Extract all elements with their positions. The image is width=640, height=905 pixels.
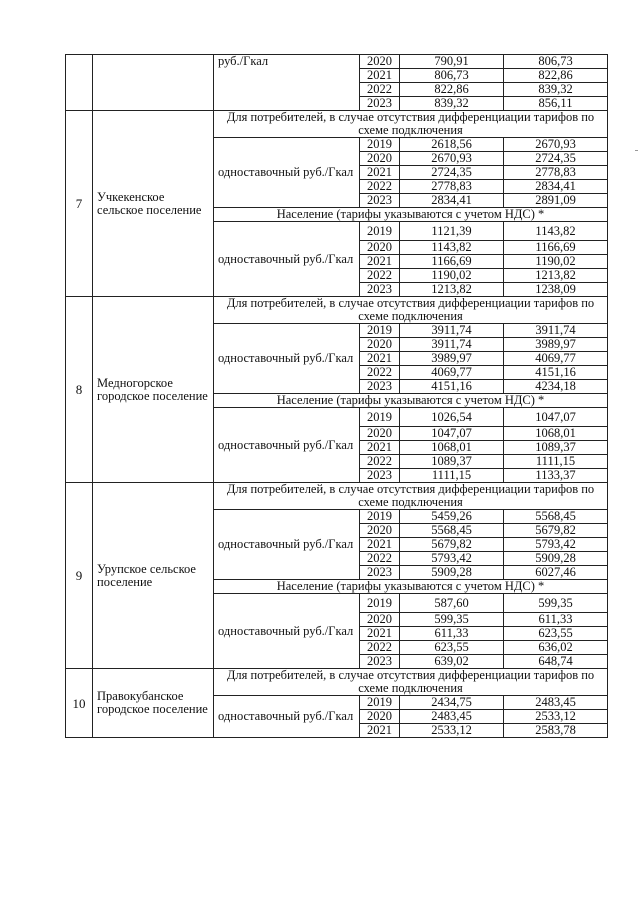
tariff-h2-cell: 806,73 bbox=[504, 55, 608, 69]
settlement-name-cell: Медногорское городское поселение bbox=[93, 297, 214, 483]
tariff-h2-cell: 1190,02 bbox=[504, 255, 608, 269]
section-header-cell: Население (тарифы указываются с учетом НДС) * bbox=[214, 394, 608, 408]
tariff-h2-cell: 1089,37 bbox=[504, 441, 608, 455]
tariff-h2-cell: 5909,28 bbox=[504, 552, 608, 566]
tariff-h1-cell: 2434,75 bbox=[400, 696, 504, 710]
tariff-h1-cell: 1068,01 bbox=[400, 441, 504, 455]
tariff-h1-cell: 2618,56 bbox=[400, 138, 504, 152]
tariff-h1-cell: 822,86 bbox=[400, 83, 504, 97]
year-cell: 2023 bbox=[360, 655, 400, 669]
year-cell: 2020 bbox=[360, 152, 400, 166]
section-header-row bbox=[66, 483, 608, 510]
tariff-h1-cell: 4069,77 bbox=[400, 366, 504, 380]
table-row bbox=[66, 55, 608, 69]
section-header-cell: Для потребителей, в случае отсутствия дифференциации тарифов по схеме подключения bbox=[214, 297, 608, 324]
year-cell: 2019 bbox=[360, 408, 400, 427]
section-header-cell: Для потребителей, в случае отсутствия дифференциации тарифов по схеме подключения bbox=[214, 669, 608, 696]
year-cell: 2020 bbox=[360, 524, 400, 538]
row-number-cell: 9 bbox=[66, 483, 93, 669]
year-cell: 2019 bbox=[360, 222, 400, 241]
settlement-name-cell: Правокубанское городское поселение bbox=[93, 669, 214, 738]
tariff-h1-cell: 1089,37 bbox=[400, 455, 504, 469]
tariff-h2-cell: 822,86 bbox=[504, 69, 608, 83]
tariff-h2-cell: 2891,09 bbox=[504, 194, 608, 208]
tariff-type-cell: одноставочный руб./Гкал bbox=[214, 408, 360, 483]
tariff-h1-cell: 3911,74 bbox=[400, 324, 504, 338]
tariff-h1-cell: 623,55 bbox=[400, 641, 504, 655]
tariff-h1-cell: 5679,82 bbox=[400, 538, 504, 552]
year-cell: 2021 bbox=[360, 166, 400, 180]
tariff-h1-cell: 790,91 bbox=[400, 55, 504, 69]
tariff-h2-cell: 5793,42 bbox=[504, 538, 608, 552]
section-header-cell: Население (тарифы указываются с учетом НДС) * bbox=[214, 208, 608, 222]
tariff-h1-cell: 5459,26 bbox=[400, 510, 504, 524]
year-cell: 2022 bbox=[360, 641, 400, 655]
year-cell: 2023 bbox=[360, 97, 400, 111]
year-cell: 2021 bbox=[360, 69, 400, 83]
tariff-h1-cell: 3911,74 bbox=[400, 338, 504, 352]
tariff-h1-cell: 5909,28 bbox=[400, 566, 504, 580]
year-cell: 2022 bbox=[360, 180, 400, 194]
tariff-h2-cell: 1213,82 bbox=[504, 269, 608, 283]
tariff-h2-cell: 1166,69 bbox=[504, 241, 608, 255]
year-cell: 2020 bbox=[360, 710, 400, 724]
tariff-type-cell: руб./Гкал bbox=[214, 55, 360, 111]
document-page bbox=[65, 54, 607, 738]
tariff-h2-cell: 2778,83 bbox=[504, 166, 608, 180]
tariff-h1-cell: 611,33 bbox=[400, 627, 504, 641]
year-cell: 2020 bbox=[360, 613, 400, 627]
year-cell: 2019 bbox=[360, 510, 400, 524]
row-number-cell: 7 bbox=[66, 111, 93, 297]
tariff-h1-cell: 4151,16 bbox=[400, 380, 504, 394]
tariff-h2-cell: 1143,82 bbox=[504, 222, 608, 241]
margin-mark bbox=[635, 150, 638, 151]
tariff-type-cell: одноставочный руб./Гкал bbox=[214, 696, 360, 738]
year-cell: 2021 bbox=[360, 538, 400, 552]
tariff-h1-cell: 2834,41 bbox=[400, 194, 504, 208]
tariff-h2-cell: 623,55 bbox=[504, 627, 608, 641]
year-cell: 2023 bbox=[360, 194, 400, 208]
tariff-h1-cell: 1166,69 bbox=[400, 255, 504, 269]
tariff-h1-cell: 2483,45 bbox=[400, 710, 504, 724]
tariff-h2-cell: 1068,01 bbox=[504, 427, 608, 441]
tariff-h2-cell: 1133,37 bbox=[504, 469, 608, 483]
year-cell: 2023 bbox=[360, 566, 400, 580]
tariff-h1-cell: 1143,82 bbox=[400, 241, 504, 255]
tariff-h1-cell: 5793,42 bbox=[400, 552, 504, 566]
year-cell: 2021 bbox=[360, 352, 400, 366]
tariff-type-cell: одноставочный руб./Гкал bbox=[214, 222, 360, 297]
year-cell: 2023 bbox=[360, 469, 400, 483]
tariff-h1-cell: 1047,07 bbox=[400, 427, 504, 441]
year-cell: 2020 bbox=[360, 338, 400, 352]
tariff-h1-cell: 639,02 bbox=[400, 655, 504, 669]
tariff-h2-cell: 5679,82 bbox=[504, 524, 608, 538]
year-cell: 2022 bbox=[360, 269, 400, 283]
section-header-row bbox=[66, 111, 608, 138]
tariff-h2-cell: 1111,15 bbox=[504, 455, 608, 469]
tariff-h2-cell: 648,74 bbox=[504, 655, 608, 669]
tariff-h2-cell: 2533,12 bbox=[504, 710, 608, 724]
settlement-name-cell bbox=[93, 55, 214, 111]
year-cell: 2019 bbox=[360, 324, 400, 338]
tariff-h1-cell: 599,35 bbox=[400, 613, 504, 627]
tariff-h1-cell: 587,60 bbox=[400, 594, 504, 613]
section-header-row bbox=[66, 669, 608, 696]
tariff-h1-cell: 1026,54 bbox=[400, 408, 504, 427]
tariff-h2-cell: 2670,93 bbox=[504, 138, 608, 152]
tariff-h2-cell: 2834,41 bbox=[504, 180, 608, 194]
row-number-cell: 8 bbox=[66, 297, 93, 483]
tariff-h1-cell: 1190,02 bbox=[400, 269, 504, 283]
tariff-h1-cell: 5568,45 bbox=[400, 524, 504, 538]
tariff-h1-cell: 3989,97 bbox=[400, 352, 504, 366]
year-cell: 2021 bbox=[360, 724, 400, 738]
tariff-h2-cell: 611,33 bbox=[504, 613, 608, 627]
tariff-h2-cell: 1047,07 bbox=[504, 408, 608, 427]
tariff-h2-cell: 3911,74 bbox=[504, 324, 608, 338]
tariff-type-cell: одноставочный руб./Гкал bbox=[214, 510, 360, 580]
section-header-row bbox=[66, 297, 608, 324]
year-cell: 2019 bbox=[360, 138, 400, 152]
year-cell: 2022 bbox=[360, 552, 400, 566]
settlement-name-cell: Учкекенское сельское поселение bbox=[93, 111, 214, 297]
row-number-cell bbox=[66, 55, 93, 111]
year-cell: 2021 bbox=[360, 441, 400, 455]
year-cell: 2020 bbox=[360, 427, 400, 441]
section-header-cell: Для потребителей, в случае отсутствия дифференциации тарифов по схеме подключения bbox=[214, 111, 608, 138]
tariff-h2-cell: 1238,09 bbox=[504, 283, 608, 297]
year-cell: 2020 bbox=[360, 241, 400, 255]
tariff-type-cell: одноставочный руб./Гкал bbox=[214, 324, 360, 394]
year-cell: 2023 bbox=[360, 283, 400, 297]
year-cell: 2022 bbox=[360, 455, 400, 469]
tariff-h1-cell: 1121,39 bbox=[400, 222, 504, 241]
settlement-name-cell: Урупское сельское поселение bbox=[93, 483, 214, 669]
tariff-h2-cell: 636,02 bbox=[504, 641, 608, 655]
tariff-h1-cell: 806,73 bbox=[400, 69, 504, 83]
tariff-type-cell: одноставочный руб./Гкал bbox=[214, 138, 360, 208]
tariff-h1-cell: 1111,15 bbox=[400, 469, 504, 483]
tariff-h1-cell: 2670,93 bbox=[400, 152, 504, 166]
tariff-h2-cell: 3989,97 bbox=[504, 338, 608, 352]
year-cell: 2021 bbox=[360, 627, 400, 641]
tariff-h2-cell: 599,35 bbox=[504, 594, 608, 613]
tariff-h2-cell: 6027,46 bbox=[504, 566, 608, 580]
tariff-h2-cell: 4234,18 bbox=[504, 380, 608, 394]
tariff-h2-cell: 4151,16 bbox=[504, 366, 608, 380]
section-header-cell: Для потребителей, в случае отсутствия дифференциации тарифов по схеме подключения bbox=[214, 483, 608, 510]
year-cell: 2022 bbox=[360, 83, 400, 97]
tariff-table bbox=[65, 54, 608, 738]
tariff-h2-cell: 2483,45 bbox=[504, 696, 608, 710]
tariff-h2-cell: 856,11 bbox=[504, 97, 608, 111]
year-cell: 2019 bbox=[360, 696, 400, 710]
tariff-type-cell: одноставочный руб./Гкал bbox=[214, 594, 360, 669]
section-header-cell: Население (тарифы указываются с учетом НДС) * bbox=[214, 580, 608, 594]
year-cell: 2020 bbox=[360, 55, 400, 69]
tariff-h1-cell: 2724,35 bbox=[400, 166, 504, 180]
tariff-h1-cell: 1213,82 bbox=[400, 283, 504, 297]
row-number-cell: 10 bbox=[66, 669, 93, 738]
tariff-h2-cell: 4069,77 bbox=[504, 352, 608, 366]
year-cell: 2019 bbox=[360, 594, 400, 613]
tariff-h2-cell: 2583,78 bbox=[504, 724, 608, 738]
tariff-h1-cell: 2533,12 bbox=[400, 724, 504, 738]
tariff-h1-cell: 2778,83 bbox=[400, 180, 504, 194]
year-cell: 2022 bbox=[360, 366, 400, 380]
year-cell: 2023 bbox=[360, 380, 400, 394]
tariff-h2-cell: 839,32 bbox=[504, 83, 608, 97]
tariff-h2-cell: 5568,45 bbox=[504, 510, 608, 524]
year-cell: 2021 bbox=[360, 255, 400, 269]
tariff-h2-cell: 2724,35 bbox=[504, 152, 608, 166]
tariff-h1-cell: 839,32 bbox=[400, 97, 504, 111]
